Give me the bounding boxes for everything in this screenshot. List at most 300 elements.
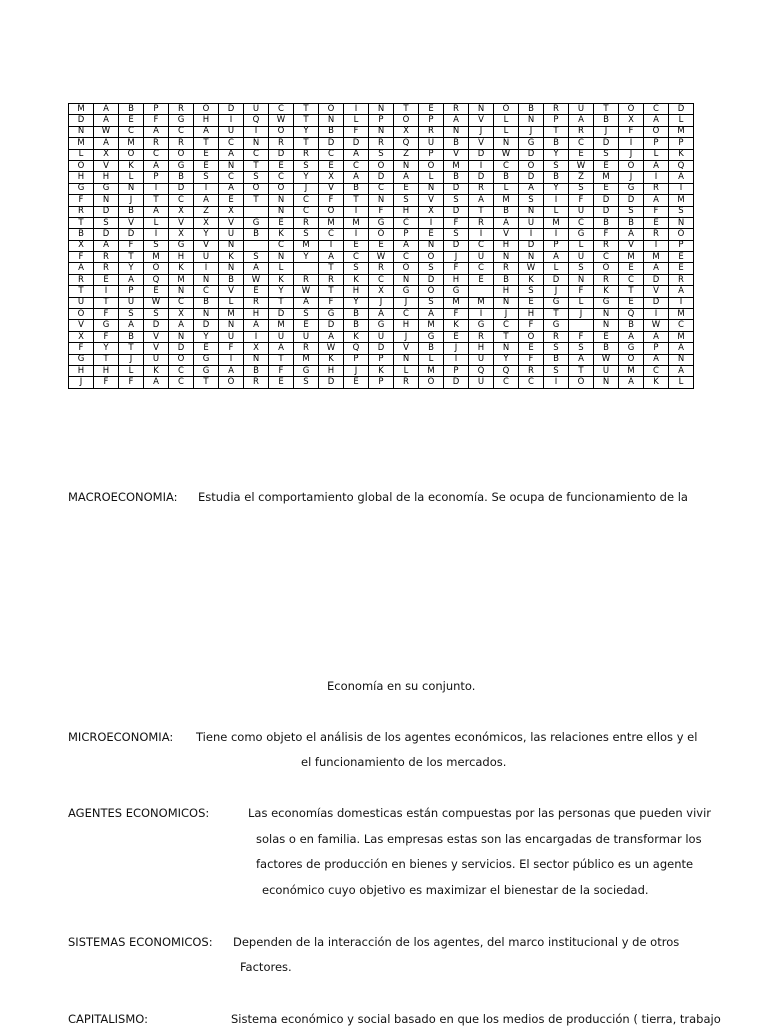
- grid-cell: D: [169, 183, 194, 194]
- grid-cell: W: [244, 274, 269, 285]
- grid-cell: R: [269, 138, 294, 149]
- macroeconomia-definition-line-1: Estudia el comportamiento global de la economía. Se ocupa de funcionamiento de la: [198, 490, 688, 504]
- grid-cell: U: [419, 138, 444, 149]
- grid-cell: C: [369, 183, 394, 194]
- grid-cell: G: [169, 240, 194, 251]
- grid-cell: A: [94, 240, 119, 251]
- grid-cell: D: [444, 183, 469, 194]
- grid-cell: O: [319, 104, 344, 115]
- grid-row: [69, 229, 694, 240]
- grid-cell: I: [519, 229, 544, 240]
- grid-cell: G: [169, 115, 194, 126]
- grid-cell: F: [369, 206, 394, 217]
- grid-cell: H: [469, 343, 494, 354]
- grid-cell: E: [419, 104, 444, 115]
- grid-cell: A: [69, 263, 94, 274]
- grid-cell: A: [469, 195, 494, 206]
- grid-cell: W: [519, 263, 544, 274]
- grid-cell: C: [169, 195, 194, 206]
- grid-cell: Ñ: [519, 115, 544, 126]
- grid-cell: G: [544, 320, 569, 331]
- grid-cell: N: [594, 320, 619, 331]
- grid-cell: B: [419, 343, 444, 354]
- grid-cell: F: [569, 286, 594, 297]
- grid-cell: S: [569, 263, 594, 274]
- grid-cell: D: [594, 206, 619, 217]
- grid-cell: V: [119, 217, 144, 228]
- grid-cell: F: [644, 206, 669, 217]
- macroeconomia-term: MACROECONOMIA:: [68, 490, 178, 504]
- grid-cell: I: [344, 206, 369, 217]
- sistemas-economicos-term: SISTEMAS ECONOMICOS:: [68, 935, 213, 949]
- grid-cell: [569, 320, 594, 331]
- grid-cell: O: [619, 104, 644, 115]
- grid-cell: K: [269, 229, 294, 240]
- grid-cell: W: [494, 149, 519, 160]
- grid-cell: F: [344, 126, 369, 137]
- grid-cell: E: [369, 240, 394, 251]
- grid-cell: I: [244, 331, 269, 342]
- grid-cell: C: [194, 286, 219, 297]
- grid-cell: O: [669, 229, 694, 240]
- grid-cell: P: [444, 365, 469, 376]
- grid-cell: D: [419, 274, 444, 285]
- grid-cell: E: [419, 229, 444, 240]
- grid-cell: E: [244, 286, 269, 297]
- grid-cell: F: [619, 126, 644, 137]
- grid-row: [69, 195, 694, 206]
- grid-cell: X: [194, 217, 219, 228]
- grid-cell: O: [394, 115, 419, 126]
- word-search-grid: [68, 103, 694, 389]
- grid-cell: M: [544, 217, 569, 228]
- grid-cell: E: [269, 160, 294, 171]
- grid-cell: O: [419, 377, 444, 388]
- grid-cell: S: [519, 286, 544, 297]
- grid-cell: O: [369, 229, 394, 240]
- grid-cell: C: [169, 377, 194, 388]
- grid-cell: A: [294, 297, 319, 308]
- grid-cell: R: [369, 138, 394, 149]
- grid-cell: N: [444, 126, 469, 137]
- grid-cell: K: [594, 286, 619, 297]
- grid-cell: Q: [244, 115, 269, 126]
- grid-cell: B: [69, 229, 94, 240]
- grid-cell: O: [69, 160, 94, 171]
- grid-cell: X: [219, 206, 244, 217]
- grid-cell: H: [69, 365, 94, 376]
- grid-cell: U: [119, 297, 144, 308]
- grid-cell: X: [169, 229, 194, 240]
- grid-cell: A: [419, 309, 444, 320]
- grid-cell: X: [619, 115, 644, 126]
- grid-cell: Y: [194, 331, 219, 342]
- grid-cell: B: [194, 297, 219, 308]
- grid-cell: F: [219, 343, 244, 354]
- grid-cell: G: [169, 160, 194, 171]
- grid-cell: E: [394, 183, 419, 194]
- grid-cell: L: [219, 297, 244, 308]
- grid-cell: D: [644, 297, 669, 308]
- grid-cell: A: [644, 195, 669, 206]
- grid-cell: A: [669, 172, 694, 183]
- grid-cell: M: [669, 195, 694, 206]
- grid-cell: Z: [569, 172, 594, 183]
- grid-cell: A: [669, 343, 694, 354]
- grid-cell: T: [269, 297, 294, 308]
- grid-cell: Y: [94, 343, 119, 354]
- grid-cell: U: [219, 229, 244, 240]
- grid-cell: O: [169, 354, 194, 365]
- grid-cell: A: [644, 160, 669, 171]
- grid-cell: U: [469, 377, 494, 388]
- grid-cell: P: [669, 240, 694, 251]
- grid-cell: I: [619, 138, 644, 149]
- grid-cell: E: [294, 320, 319, 331]
- grid-cell: U: [144, 354, 169, 365]
- grid-cell: L: [544, 206, 569, 217]
- grid-cell: D: [319, 138, 344, 149]
- grid-cell: C: [369, 274, 394, 285]
- grid-cell: E: [594, 160, 619, 171]
- grid-cell: S: [419, 297, 444, 308]
- grid-cell: S: [144, 240, 169, 251]
- grid-cell: A: [219, 365, 244, 376]
- grid-cell: G: [194, 354, 219, 365]
- grid-cell: G: [519, 138, 544, 149]
- grid-cell: L: [144, 217, 169, 228]
- grid-cell: C: [569, 217, 594, 228]
- grid-cell: C: [344, 160, 369, 171]
- grid-cell: E: [144, 286, 169, 297]
- grid-cell: F: [94, 309, 119, 320]
- grid-row: [69, 183, 694, 194]
- grid-cell: T: [144, 195, 169, 206]
- grid-row: [69, 343, 694, 354]
- grid-cell: D: [469, 172, 494, 183]
- grid-cell: B: [119, 104, 144, 115]
- grid-cell: O: [419, 286, 444, 297]
- grid-cell: L: [644, 149, 669, 160]
- grid-cell: T: [544, 309, 569, 320]
- grid-cell: R: [369, 263, 394, 274]
- grid-cell: P: [544, 240, 569, 251]
- grid-cell: U: [69, 297, 94, 308]
- grid-cell: C: [394, 309, 419, 320]
- grid-cell: N: [394, 160, 419, 171]
- grid-cell: H: [94, 365, 119, 376]
- grid-cell: D: [319, 320, 344, 331]
- grid-cell: A: [319, 252, 344, 263]
- grid-cell: T: [619, 286, 644, 297]
- grid-cell: M: [119, 138, 144, 149]
- grid-cell: A: [119, 320, 144, 331]
- grid-cell: D: [669, 104, 694, 115]
- grid-cell: T: [594, 104, 619, 115]
- grid-cell: S: [669, 206, 694, 217]
- grid-cell: D: [469, 149, 494, 160]
- grid-row: [69, 115, 694, 126]
- grid-cell: B: [344, 183, 369, 194]
- grid-cell: D: [644, 274, 669, 285]
- grid-cell: O: [119, 149, 144, 160]
- grid-cell: G: [619, 343, 644, 354]
- grid-row: [69, 126, 694, 137]
- grid-cell: P: [144, 172, 169, 183]
- grid-cell: R: [469, 217, 494, 228]
- grid-cell: E: [119, 115, 144, 126]
- grid-cell: R: [519, 365, 544, 376]
- grid-cell: B: [594, 115, 619, 126]
- grid-cell: R: [569, 126, 594, 137]
- grid-cell: Q: [144, 274, 169, 285]
- grid-cell: I: [344, 229, 369, 240]
- grid-cell: J: [369, 297, 394, 308]
- grid-cell: R: [294, 343, 319, 354]
- grid-cell: A: [244, 263, 269, 274]
- grid-cell: I: [644, 309, 669, 320]
- grid-cell: J: [394, 297, 419, 308]
- grid-cell: S: [344, 263, 369, 274]
- grid-cell: T: [194, 377, 219, 388]
- grid-cell: V: [219, 286, 244, 297]
- grid-cell: I: [469, 160, 494, 171]
- grid-row: [69, 149, 694, 160]
- grid-cell: I: [144, 229, 169, 240]
- grid-cell: P: [369, 354, 394, 365]
- grid-cell: C: [469, 240, 494, 251]
- grid-cell: Ñ: [569, 274, 594, 285]
- grid-cell: B: [494, 274, 519, 285]
- grid-cell: R: [69, 274, 94, 285]
- grid-cell: X: [94, 149, 119, 160]
- grid-cell: E: [344, 240, 369, 251]
- agentes-economicos-definition-line-4: económico cuyo objetivo es maximizar el bienestar de la sociedad.: [262, 883, 649, 897]
- grid-cell: F: [519, 354, 544, 365]
- grid-cell: M: [169, 274, 194, 285]
- grid-cell: F: [319, 297, 344, 308]
- grid-cell: C: [319, 229, 344, 240]
- grid-cell: U: [219, 126, 244, 137]
- grid-cell: B: [594, 343, 619, 354]
- grid-cell: V: [144, 343, 169, 354]
- grid-cell: N: [419, 240, 444, 251]
- grid-cell: T: [194, 138, 219, 149]
- grid-cell: O: [269, 126, 294, 137]
- grid-cell: C: [494, 160, 519, 171]
- grid-cell: A: [369, 309, 394, 320]
- grid-row: [69, 206, 694, 217]
- grid-cell: C: [294, 206, 319, 217]
- grid-cell: G: [294, 365, 319, 376]
- grid-cell: N: [219, 320, 244, 331]
- grid-cell: R: [169, 104, 194, 115]
- grid-cell: V: [494, 229, 519, 240]
- grid-cell: T: [119, 252, 144, 263]
- grid-cell: M: [669, 126, 694, 137]
- grid-cell: B: [444, 138, 469, 149]
- grid-cell: E: [194, 343, 219, 354]
- grid-cell: B: [544, 172, 569, 183]
- grid-cell: A: [319, 331, 344, 342]
- grid-cell: R: [294, 274, 319, 285]
- grid-cell: [244, 240, 269, 251]
- grid-cell: Y: [544, 149, 569, 160]
- grid-cell: A: [94, 104, 119, 115]
- grid-cell: I: [144, 183, 169, 194]
- grid-cell: N: [269, 195, 294, 206]
- grid-cell: O: [194, 104, 219, 115]
- grid-cell: P: [344, 354, 369, 365]
- grid-cell: R: [144, 138, 169, 149]
- grid-cell: O: [369, 160, 394, 171]
- grid-cell: B: [544, 138, 569, 149]
- grid-cell: T: [269, 354, 294, 365]
- grid-row: [69, 217, 694, 228]
- grid-cell: C: [394, 217, 419, 228]
- grid-cell: K: [219, 252, 244, 263]
- grid-cell: R: [394, 377, 419, 388]
- grid-cell: Ñ: [494, 138, 519, 149]
- grid-cell: N: [244, 138, 269, 149]
- grid-cell: L: [569, 240, 594, 251]
- grid-cell: C: [169, 365, 194, 376]
- grid-cell: G: [94, 320, 119, 331]
- grid-cell: N: [169, 286, 194, 297]
- grid-row: [69, 138, 694, 149]
- grid-cell: C: [594, 252, 619, 263]
- grid-cell: I: [194, 263, 219, 274]
- grid-cell: Ñ: [369, 126, 394, 137]
- grid-cell: C: [619, 274, 644, 285]
- grid-cell: I: [94, 286, 119, 297]
- grid-cell: Y: [194, 229, 219, 240]
- grid-cell: A: [669, 286, 694, 297]
- grid-cell: R: [69, 206, 94, 217]
- grid-cell: Z: [394, 149, 419, 160]
- grid-cell: G: [619, 183, 644, 194]
- grid-cell: D: [519, 240, 544, 251]
- grid-cell: E: [219, 195, 244, 206]
- grid-cell: L: [119, 172, 144, 183]
- grid-cell: I: [644, 172, 669, 183]
- grid-cell: Ñ: [69, 126, 94, 137]
- grid-cell: J: [444, 343, 469, 354]
- grid-cell: U: [269, 331, 294, 342]
- grid-cell: T: [94, 297, 119, 308]
- grid-row: [69, 309, 694, 320]
- grid-cell: V: [169, 217, 194, 228]
- microeconomia-term: MICROECONOMIA:: [68, 730, 174, 744]
- grid-cell: A: [344, 149, 369, 160]
- grid-cell: T: [69, 217, 94, 228]
- grid-cell: Q: [469, 365, 494, 376]
- grid-cell: H: [344, 286, 369, 297]
- grid-cell: O: [494, 104, 519, 115]
- grid-cell: F: [444, 263, 469, 274]
- grid-cell: B: [519, 104, 544, 115]
- grid-cell: J: [569, 309, 594, 320]
- grid-cell: J: [494, 309, 519, 320]
- grid-cell: H: [494, 286, 519, 297]
- grid-cell: A: [544, 252, 569, 263]
- grid-cell: P: [369, 377, 394, 388]
- grid-cell: O: [244, 183, 269, 194]
- grid-cell: M: [594, 172, 619, 183]
- grid-cell: R: [94, 263, 119, 274]
- grid-row: [69, 104, 694, 115]
- grid-cell: N: [219, 240, 244, 251]
- grid-cell: S: [369, 149, 394, 160]
- grid-cell: N: [219, 263, 244, 274]
- grid-cell: N: [369, 104, 394, 115]
- grid-cell: A: [144, 160, 169, 171]
- grid-cell: D: [144, 320, 169, 331]
- grid-cell: E: [594, 331, 619, 342]
- grid-cell: Q: [619, 309, 644, 320]
- grid-cell: U: [569, 104, 594, 115]
- grid-cell: B: [169, 172, 194, 183]
- grid-cell: T: [244, 195, 269, 206]
- grid-cell: L: [569, 297, 594, 308]
- grid-cell: T: [294, 104, 319, 115]
- grid-cell: D: [544, 274, 569, 285]
- grid-cell: M: [219, 309, 244, 320]
- grid-cell: O: [569, 377, 594, 388]
- grid-cell: A: [144, 126, 169, 137]
- grid-cell: M: [419, 320, 444, 331]
- grid-cell: B: [244, 365, 269, 376]
- grid-cell: M: [294, 354, 319, 365]
- grid-cell: A: [169, 320, 194, 331]
- grid-cell: V: [94, 160, 119, 171]
- grid-cell: F: [444, 309, 469, 320]
- grid-cell: W: [644, 320, 669, 331]
- grid-cell: L: [394, 365, 419, 376]
- grid-cell: C: [644, 104, 669, 115]
- grid-cell: A: [619, 229, 644, 240]
- microeconomia-definition-line-1: Tiene como objeto el análisis de los agentes económicos, las relaciones entre ellos y el: [196, 730, 698, 744]
- grid-cell: S: [544, 343, 569, 354]
- grid-cell: J: [394, 331, 419, 342]
- grid-cell: J: [619, 149, 644, 160]
- grid-cell: D: [269, 149, 294, 160]
- grid-cell: G: [69, 183, 94, 194]
- grid-cell: S: [544, 365, 569, 376]
- grid-cell: O: [419, 252, 444, 263]
- grid-cell: E: [269, 217, 294, 228]
- grid-cell: N: [319, 115, 344, 126]
- grid-cell: W: [94, 126, 119, 137]
- grid-cell: A: [619, 377, 644, 388]
- grid-cell: X: [394, 126, 419, 137]
- grid-cell: W: [569, 160, 594, 171]
- grid-cell: V: [619, 240, 644, 251]
- grid-cell: C: [269, 104, 294, 115]
- grid-cell: Y: [494, 354, 519, 365]
- grid-cell: G: [194, 365, 219, 376]
- grid-cell: [469, 286, 494, 297]
- grid-cell: R: [469, 331, 494, 342]
- grid-cell: R: [594, 240, 619, 251]
- word-search-grid-body: [69, 104, 694, 389]
- grid-cell: M: [494, 195, 519, 206]
- grid-cell: S: [519, 195, 544, 206]
- grid-cell: H: [319, 365, 344, 376]
- agentes-economicos-definition-line-3: factores de producción en bienes y servicios. El sector público es un agente: [256, 857, 694, 871]
- grid-cell: J: [619, 172, 644, 183]
- macroeconomia-definition-line-2: Economía en su conjunto.: [327, 679, 476, 693]
